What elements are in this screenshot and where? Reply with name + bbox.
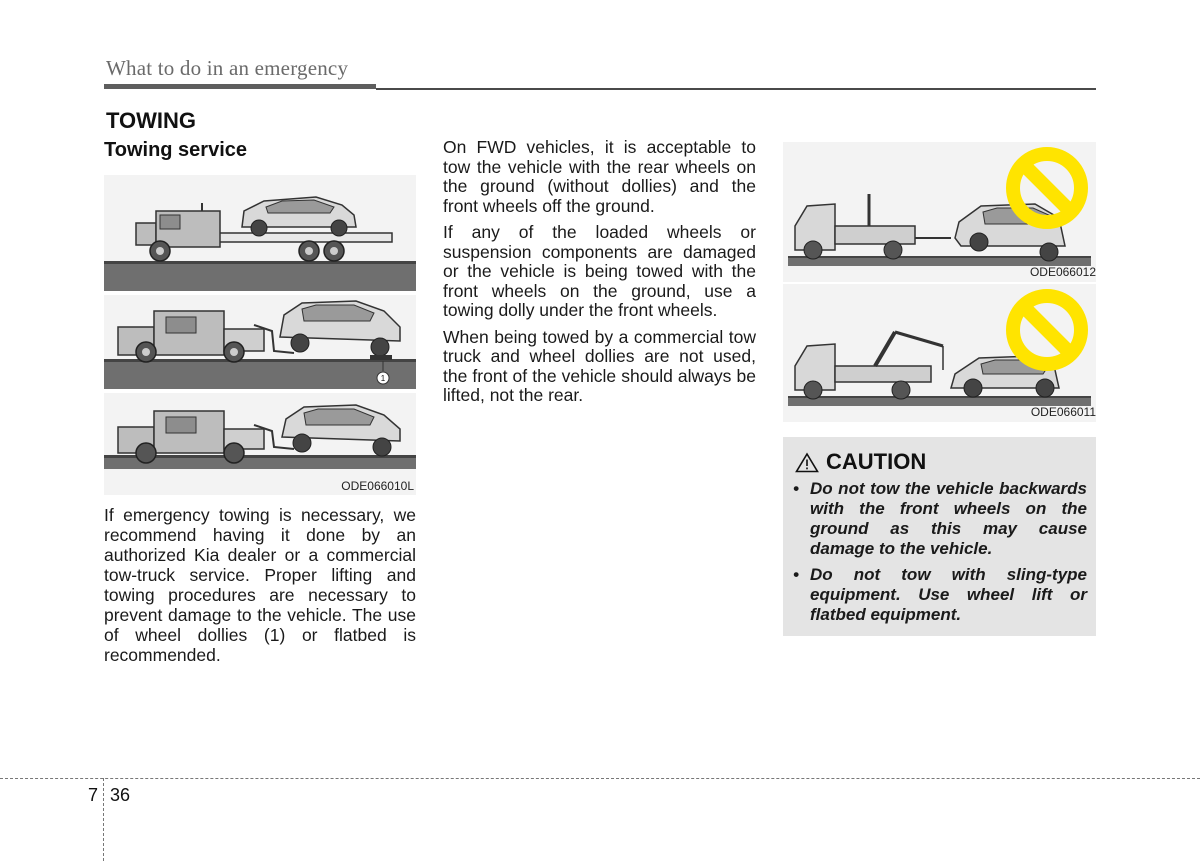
header-rule-accent bbox=[104, 84, 376, 89]
figure-code: ODE066011 bbox=[1030, 405, 1096, 419]
caution-header bbox=[795, 449, 926, 475]
caution-item bbox=[793, 565, 1087, 625]
subsection-title: Towing service bbox=[104, 139, 248, 161]
header-rule bbox=[376, 88, 1096, 90]
prohibited-sling-illustration bbox=[783, 284, 1096, 422]
fwd-towing-paragraph: On FWD vehicles, it is acceptable to tow the vehicle with the rear wheels on the ground (without dollies) and the front wheels off the ground. bbox=[443, 137, 756, 216]
prohibited-rear-lift-illustration bbox=[783, 142, 1096, 282]
caution-title: CAUTION bbox=[826, 449, 927, 474]
figure-code: ODE066010L bbox=[341, 479, 414, 493]
towing-methods-illustration bbox=[104, 175, 416, 495]
caution-item-text: Do not tow with sling-type equipment. Use wheel lift or flatbed equipment. bbox=[810, 565, 1087, 624]
flatbed-truck-scene bbox=[104, 197, 416, 295]
warning-triangle-icon bbox=[795, 452, 819, 473]
towing-service-paragraph: If emergency towing is necessary, we recommend having it done by an authorized Kia dealer or a commercial tow-truck service. Proper lifting and towing procedures are necessary to prevent damage to the vehicle. The use of wheel dollies (1) or flatbed is recommended. bbox=[104, 505, 416, 665]
wheel-lift-with-dolly-scene bbox=[104, 295, 416, 395]
damaged-wheels-paragraph: If any of the loaded wheels or suspension components are damaged or the vehicle is being towed with the front wheels on the ground, use a towing dolly under the front wheels. bbox=[443, 222, 756, 320]
footer-rule bbox=[0, 778, 1200, 779]
caution-box bbox=[783, 437, 1096, 636]
running-header: What to do in an emergency bbox=[106, 56, 349, 80]
dolly-callout-label: 1 bbox=[380, 374, 386, 383]
prohibited-rear-lift-drawing bbox=[783, 142, 1096, 282]
prohibited-icon bbox=[1013, 296, 1081, 364]
bullet: • bbox=[793, 479, 799, 498]
footer-margin-rule bbox=[103, 778, 104, 861]
section-title: TOWING bbox=[106, 108, 197, 133]
page-number: 36 bbox=[110, 785, 131, 805]
figure-code: ODE066012 bbox=[1029, 265, 1096, 279]
bullet: • bbox=[793, 565, 799, 584]
commercial-tow-paragraph: When being towed by a commercial tow truck and wheel dollies are not used, the front of the vehicle should always be lifted, not the rear. bbox=[443, 326, 756, 405]
towing-instructions-column bbox=[443, 138, 756, 413]
caution-list bbox=[793, 479, 1087, 631]
towing-methods-drawing bbox=[104, 175, 416, 495]
chapter-number: 7 bbox=[88, 785, 99, 805]
prohibited-sling-drawing bbox=[783, 284, 1096, 422]
caution-item bbox=[793, 479, 1087, 559]
caution-item-text: Do not tow the vehicle backwards with the front wheels on the ground as this may cause damage to the vehicle. bbox=[810, 479, 1087, 558]
